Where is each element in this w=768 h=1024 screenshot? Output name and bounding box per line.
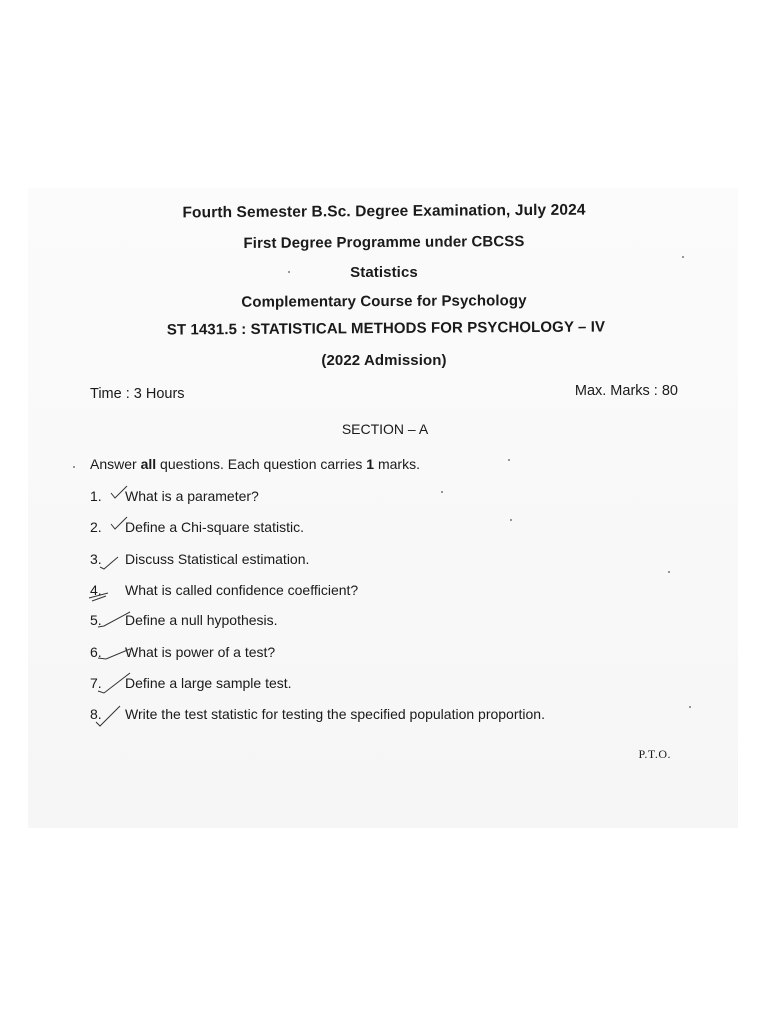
- admission-year: (2022 Admission): [321, 352, 447, 369]
- question-number: 7.: [90, 675, 102, 691]
- question-text: Define a Chi-square statistic.: [125, 519, 304, 535]
- paper-code-title: ST 1431.5 : STATISTICAL METHODS FOR PSYCHOLOGY – IV: [166, 318, 606, 339]
- scan-speck: [288, 271, 290, 273]
- exam-title: Fourth Semester B.Sc. Degree Examination, July 2024: [182, 201, 586, 222]
- scan-speck: [441, 491, 443, 493]
- max-marks: Max. Marks : 80: [574, 383, 678, 399]
- scan-speck: [668, 571, 670, 573]
- question-item: [90, 519, 304, 535]
- question-item: [90, 706, 545, 722]
- question-number: 3.: [90, 551, 102, 567]
- question-item: [90, 582, 358, 598]
- question-text: Write the test statistic for testing the specified population proportion.: [125, 706, 545, 722]
- scan-speck: [510, 519, 512, 521]
- scan-speck: [689, 706, 691, 708]
- question-number: 4.: [90, 582, 102, 598]
- course-title: Complementary Course for Psychology: [241, 292, 527, 311]
- instructions: [90, 456, 420, 472]
- subject-title: Statistics: [350, 264, 418, 281]
- question-item: [90, 551, 309, 567]
- question-text: Define a large sample test.: [125, 675, 292, 691]
- instructions-mid: questions. Each question carries: [156, 456, 367, 472]
- instructions-bold-marks: 1: [366, 456, 375, 472]
- please-turn-over: P.T.O.: [638, 747, 671, 761]
- question-text: What is a parameter?: [125, 488, 259, 504]
- section-title: SECTION – A: [341, 421, 429, 437]
- programme-title: First Degree Programme under CBCSS: [243, 233, 525, 252]
- question-text: What is power of a test?: [125, 644, 276, 660]
- question-number: 6.: [90, 644, 102, 660]
- scan-speck: [73, 466, 75, 468]
- question-item: [90, 644, 275, 660]
- time-allowed: Time : 3 Hours: [90, 386, 185, 402]
- question-item: [90, 488, 259, 504]
- instructions-post: marks.: [374, 456, 420, 472]
- question-text: What is called confidence coefficient?: [125, 582, 359, 598]
- question-number: 5.: [90, 612, 102, 628]
- scan-speck: [682, 256, 684, 258]
- question-item: [90, 612, 278, 628]
- question-number: 1.: [90, 488, 102, 504]
- question-item: [90, 675, 292, 691]
- instructions-pre: Answer: [90, 456, 141, 472]
- question-number: 8.: [90, 706, 102, 722]
- question-text: Define a null hypothesis.: [125, 612, 278, 628]
- instructions-bold-all: all: [140, 456, 157, 472]
- scanned-sheet: [28, 188, 738, 828]
- scan-speck: [508, 459, 510, 461]
- question-text: Discuss Statistical estimation.: [125, 551, 310, 567]
- question-number: 2.: [90, 519, 102, 535]
